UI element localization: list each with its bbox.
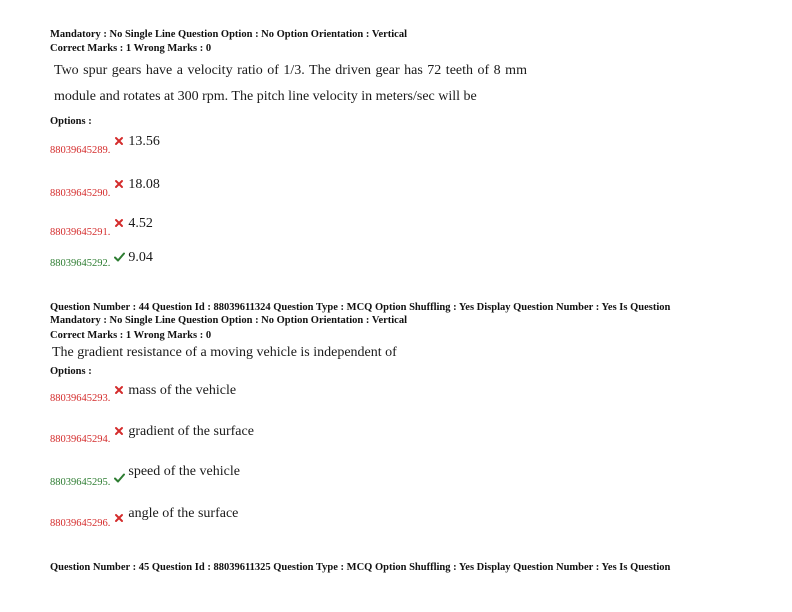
q43-option-1	[50, 132, 160, 156]
option-text: mass of the vehicle	[128, 383, 237, 398]
check-icon	[114, 473, 124, 483]
option-text: 9.04	[128, 250, 153, 265]
q44-option-1	[50, 381, 237, 404]
option-text: 4.52	[128, 216, 153, 231]
q43-question-line2: module and rotates at 300 rpm. The pitch line velocity in meters/sec will be	[54, 89, 477, 104]
q43-option-3	[50, 214, 153, 238]
option-id: 88039645294.	[50, 434, 111, 445]
q43-question-line1: Two spur gears have a velocity ratio of 1/3. The driven gear has 72 teeth of 8 mm	[54, 63, 527, 78]
option-text: gradient of the surface	[128, 424, 254, 439]
option-text: 13.56	[128, 134, 160, 149]
option-text: 18.08	[128, 177, 160, 192]
q45-header: Question Number : 45 Question Id : 88039611325 Question Type : MCQ Option Shuffling : Yes Display Question Number : Yes Is Question	[50, 562, 671, 573]
q44-marks: Correct Marks : 1 Wrong Marks : 0	[50, 330, 212, 341]
q44-meta-line1: Mandatory : No Single Line Question Option : No Option Orientation : Vertical	[50, 315, 408, 326]
q44-option-2	[50, 422, 254, 445]
q43-option-2	[50, 175, 160, 199]
check-icon	[114, 252, 124, 262]
cross-icon	[114, 385, 124, 395]
q43-options-label: Options :	[50, 116, 92, 127]
option-id: 88039645290.	[50, 188, 111, 199]
option-id: 88039645289.	[50, 145, 111, 156]
cross-icon	[114, 513, 124, 523]
option-id: 88039645291.	[50, 227, 111, 238]
q44-header: Question Number : 44 Question Id : 88039611324 Question Type : MCQ Option Shuffling : Yes Display Question Number : Yes Is Question	[50, 302, 671, 313]
q43-marks: Correct Marks : 1 Wrong Marks : 0	[50, 43, 212, 54]
option-text: speed of the vehicle	[128, 464, 240, 479]
q44-option-3	[50, 462, 240, 488]
q44-question-text: The gradient resistance of a moving vehicle is independent of	[52, 345, 397, 360]
q43-option-4	[50, 248, 153, 269]
q44-options-label: Options :	[50, 366, 92, 377]
cross-icon	[114, 426, 124, 436]
cross-icon	[114, 218, 124, 228]
cross-icon	[114, 179, 124, 189]
cross-icon	[114, 136, 124, 146]
q44-option-4	[50, 504, 239, 529]
option-id: 88039645293.	[50, 393, 111, 404]
option-text: angle of the surface	[128, 506, 239, 521]
q43-meta-line1: Mandatory : No Single Line Question Option : No Option Orientation : Vertical	[50, 29, 408, 40]
option-id: 88039645292.	[50, 258, 111, 269]
option-id: 88039645296.	[50, 518, 111, 529]
option-id: 88039645295.	[50, 477, 111, 488]
